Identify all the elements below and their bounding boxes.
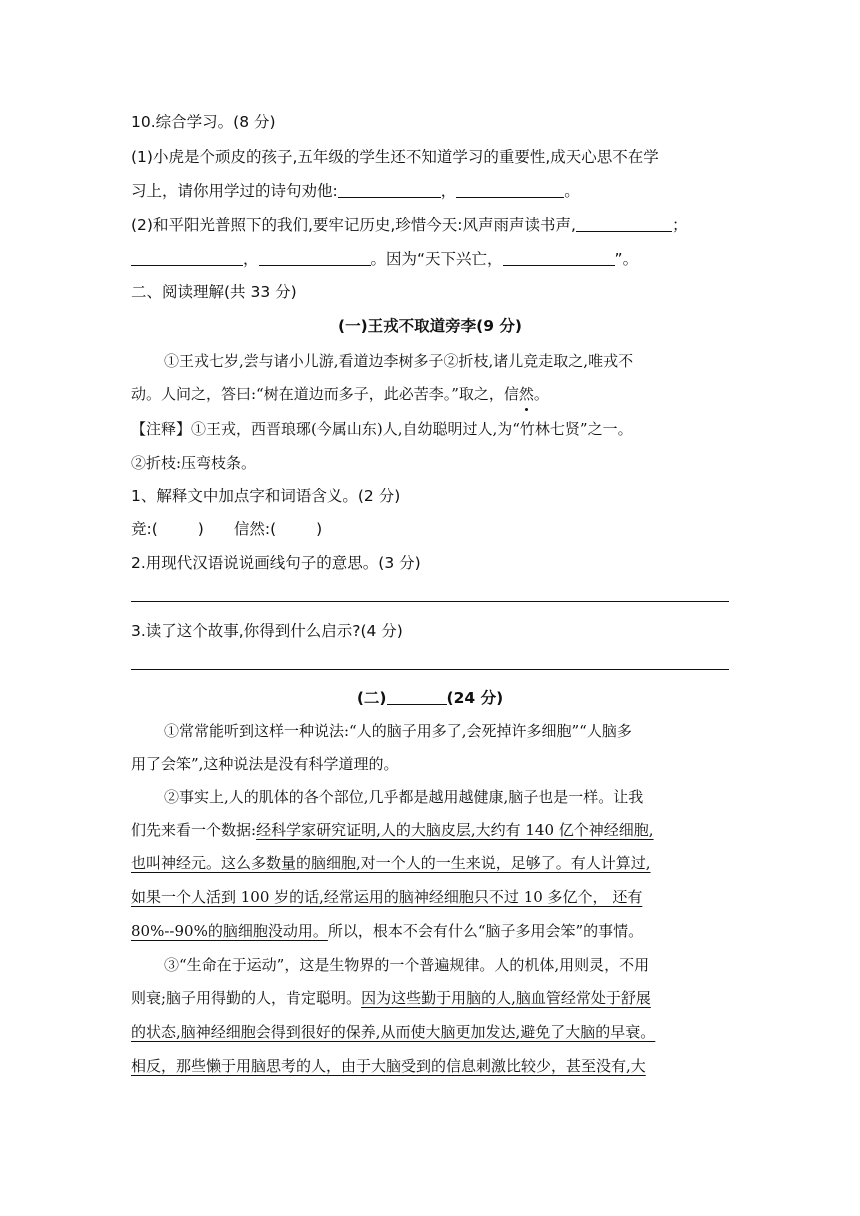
comma-text: ，: [440, 182, 457, 200]
passage-1-line2-text: 动。人问之，答曰:“树在道边而多子，此必苦李。”取之，信: [131, 385, 519, 403]
question-10-part1-line1: (1)小虎是个顽皮的孩子,五年级的学生还不知道学习的重要性,成天心思不在学: [131, 148, 659, 166]
passage-1-note2: ②折枝:压弯枝条。: [131, 454, 257, 472]
answer-line-2[interactable]: [131, 669, 729, 670]
question-10-part2-mid: 。因为“天下兴亡，: [370, 250, 503, 268]
question-10-part1-prompt: 习上，请你用学过的诗句劝他:: [131, 182, 338, 200]
underlined-sentence-end: 80%--90%的脑细胞没动用。: [131, 922, 328, 940]
question-10-title: 10.综合学习。(8 分): [131, 113, 276, 131]
question-10-part2-end: ”。: [614, 250, 639, 268]
semicolon-text: ；: [671, 216, 688, 234]
passage-1-question-3: 3.读了这个故事,你得到什么启示?(4 分): [131, 622, 403, 640]
passage-1-question-1-answers: [131, 518, 322, 540]
passage-2-title-prefix: (二): [356, 689, 387, 707]
passage-2-para2-line1: ②事实上,人的肌体的各个部位,几乎都是越用越健康,脑子也是一样。让我: [164, 788, 644, 806]
passage-1-title: (一)王戎不取道旁李(9 分): [337, 317, 523, 335]
passage-2-para3-line2: [131, 987, 651, 1009]
question-10-part1-line2: [131, 180, 580, 202]
passage-2-para2-line3: 也叫神经元。这么多数量的脑细胞,对一个人的一生来说，足够了。有人计算过,: [131, 854, 651, 872]
answer-label-xinran: 信然:(: [233, 520, 277, 538]
passage-2-para3-line2-text: 则衰;脑子用得勤的人，肯定聪明。: [131, 989, 362, 1007]
passage-1-question-1: 1、解释文中加点字和词语含义。(2 分): [131, 487, 401, 505]
answer-line-1[interactable]: [131, 601, 729, 602]
passage-2-title-blank[interactable]: [387, 688, 447, 705]
passage-2-para1-line2: 用了会笨”,这种说法是没有科学道理的。: [131, 755, 399, 773]
answer-blank-5[interactable]: [259, 249, 371, 266]
answer-blank-4[interactable]: [131, 249, 243, 266]
section-2-heading: 二、阅读理解(共 33 分): [131, 283, 297, 301]
answer-blank-2[interactable]: [456, 181, 564, 198]
passage-1-note1: 【注释】①王戎，西晋琅琊(今属山东)人,自幼聪明过人,为“竹林七贤”之一。: [131, 420, 633, 438]
passage-2-para1-line1: ①常常能听到这样一种说法:“人的脑子用多了,会死掉许多细胞”“人脑多: [164, 722, 632, 740]
underlined-sentence-2: 因为这些勤于用脑的人,脑血管经常处于舒展: [361, 989, 651, 1007]
passage-2-para2-line5-text: 所以，根本不会有什么“脑子多用会笨”的事情。: [327, 922, 644, 940]
passage-2-para2-line2: [131, 819, 654, 841]
passage-2-para2-line2-text: 们先来看一个数据:: [131, 821, 257, 839]
underlined-sentence: 经科学家研究证明,人的大脑皮层,大约有 140 亿个神经细胞,: [256, 821, 654, 839]
question-10-part2-prompt: (2)和平阳光普照下的我们,要牢记历史,珍惜今天:风声雨声读书声,: [131, 216, 576, 234]
passage-2-para2-line4: 如果一个人活到 100 岁的话,经常运用的脑神经细胞只不过 10 多亿个， 还有: [131, 888, 643, 906]
passage-2-title-score: (24 分): [446, 689, 504, 707]
passage-2-para3-line3: 的状态,脑神经细胞会得到很好的保养,从而使大脑更加发达,避免了大脑的早衰。: [131, 1023, 656, 1041]
answer-blank-1[interactable]: [338, 181, 441, 198]
answer-blank-3[interactable]: [576, 215, 672, 232]
question-10-part2-line1: [131, 214, 687, 236]
period-text: 。: [564, 182, 580, 200]
paren-close: ): [316, 520, 323, 538]
paren-close: ): [197, 520, 204, 538]
question-10-part2-line2: [131, 248, 638, 270]
passage-1-line2-end: 。: [533, 385, 549, 403]
passage-2-para3-line4: 相反，那些懒于用脑思考的人，由于大脑受到的信息刺激比较少，甚至没有,大: [131, 1057, 646, 1075]
comma-text: ，: [243, 250, 259, 268]
passage-2-title: [0, 687, 860, 709]
passage-2-para3-line1: ③“生命在于运动”，这是生物界的一个普遍规律。人的机体,用则灵，不用: [164, 956, 650, 974]
dotted-char: 然: [518, 385, 534, 403]
passage-1-line2: [131, 383, 549, 405]
answer-label-jing: 竞:(: [131, 520, 158, 538]
passage-2-para2-line5: [131, 920, 643, 942]
passage-1-question-2: 2.用现代汉语说说画线句子的意思。(3 分): [131, 554, 421, 572]
answer-blank-6[interactable]: [503, 249, 615, 266]
passage-1-line1: ①王戎七岁,尝与诸小儿游,看道边李树多子②折枝,诸儿竞走取之,唯戎不: [164, 352, 634, 370]
